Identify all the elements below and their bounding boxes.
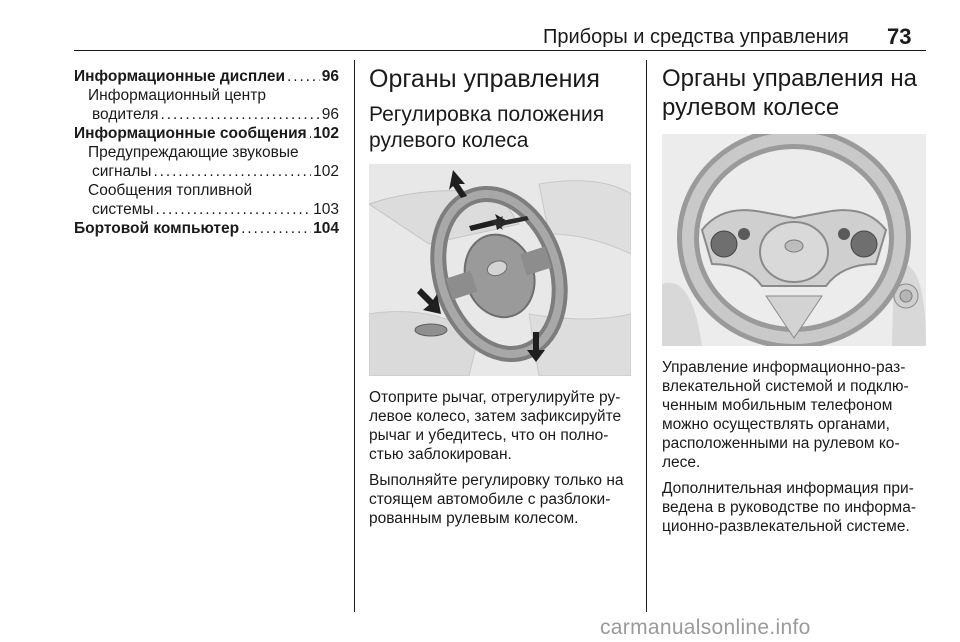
page-header-title: Приборы и средства управления [543,26,849,48]
toc-entry-page: 96 [321,106,339,123]
header-rule [74,50,926,51]
section-subheading: Регулировка положения рулевого колеса [369,103,605,152]
toc-entry-label-cont: сигналы [92,163,152,180]
toc-entry-page: 102 [313,125,339,142]
steering-wheel-controls-illustration [662,134,926,346]
table-of-contents [74,67,339,238]
section-heading: Органы управления [369,65,600,93]
toc-entry-page: 102 [313,163,339,180]
toc-entry-label: Предупреждающие звуковые [88,144,299,161]
toc-entry[interactable] [74,124,339,143]
steering-adjustment-illustration-drawing [369,164,631,376]
paragraph: Управление информационно-развлекательной системой и подключенным мобильным телефоном можно осуществлять органами, расположенными на рулевом колесе. [662,359,909,471]
toc-leader-dots [161,105,320,124]
toc-entry[interactable] [74,143,339,181]
toc-leader-dots [153,162,311,181]
toc-leader-dots [309,124,311,143]
paragraph: Дополнительная информация приведена в руководстве по информационно-развлекательной системе. [662,480,917,535]
toc-entry-page: 96 [321,68,339,85]
toc-entry-page: 103 [313,201,339,218]
paragraph: Выполняйте регулировку только на стоящем автомобиле с разблокированным рулевым колесом. [369,472,624,527]
toc-leader-dots [241,219,311,238]
column-divider-left [354,60,355,612]
toc-entry-label-cont: водителя [92,106,159,123]
toc-entry-label: Информационные дисплеи [74,68,286,85]
middle-column [369,64,631,528]
page-number: 73 [887,24,912,49]
toc-leader-dots [156,200,312,219]
toc-entry[interactable] [74,67,339,86]
toc-entry-label: Бортовой компьютер [74,220,240,237]
column-divider-right [646,60,647,612]
steering-adjustment-illustration [369,164,631,376]
toc-entry-label: Информационный центр [88,87,266,104]
toc-entry-label-cont: системы [92,201,154,218]
right-column [662,64,926,536]
watermark: carmanualsonline.info [600,616,811,639]
toc-entry[interactable] [74,86,339,124]
toc-leader-dots [287,67,320,86]
toc-entry-label: Информационные сообщения [74,125,307,142]
toc-entry[interactable] [74,181,339,219]
steering-wheel-controls-illustration-drawing [662,134,926,346]
toc-entry[interactable] [74,219,339,238]
toc-entry-label: Сообщения топливной [88,182,253,199]
section-heading: Органы управления на рулевом колесе [662,65,917,121]
paragraph: Отоприте рычаг, отрегулируйте рулевое колесо, затем зафиксируйте рычаг и убедитесь, что он полностью заблокирован. [369,389,622,463]
toc-entry-page: 104 [313,220,339,237]
